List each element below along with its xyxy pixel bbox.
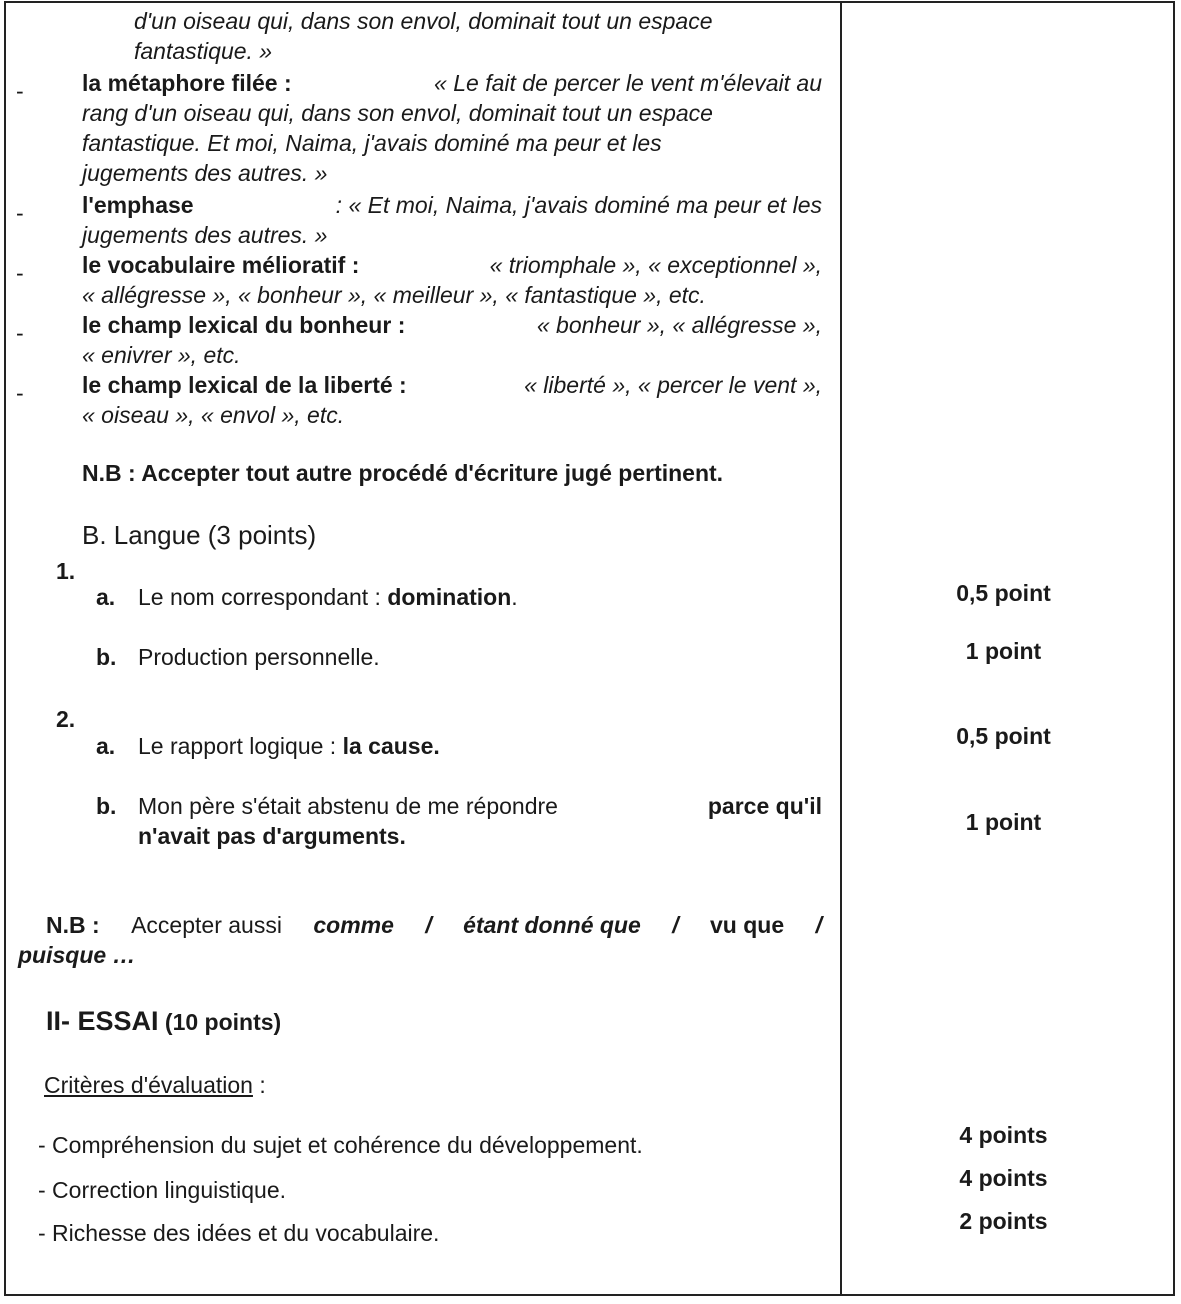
- procede-line: fantastique. Et moi, Naima, j'avais dominé ma peur et les: [82, 130, 662, 156]
- criterion-2: - Correction linguistique.: [38, 1177, 287, 1203]
- points-1a: 0,5 point: [956, 580, 1051, 606]
- procede-text: « Le fait de percer le vent m'élevait au: [434, 70, 822, 96]
- procede-metaphore-l2: [82, 98, 822, 128]
- procede-metaphore-l4: jugements des autres. »: [82, 160, 328, 186]
- criteria-colon: :: [252, 1072, 266, 1098]
- criterion-1-points: 4 points: [959, 1122, 1048, 1148]
- section-essai-title: [46, 1006, 281, 1037]
- question-2b: [138, 791, 822, 821]
- question-text: Mon père s'était abstenu de me répondre: [138, 793, 558, 819]
- procede-emphase: [82, 190, 822, 220]
- bullet-dash: -: [16, 200, 24, 226]
- procede-label: le champ lexical de la liberté :: [82, 372, 407, 398]
- bullet-dash: -: [16, 380, 24, 406]
- question-2a-letter: a.: [96, 733, 116, 759]
- intro-line-2: fantastique. »: [134, 38, 273, 64]
- procede-liberte: [82, 370, 822, 400]
- question-1b: Production personnelle.: [138, 644, 380, 670]
- nb-label: N.B :: [46, 912, 100, 938]
- criterion-1: - Compréhension du sujet et cohérence du développement.: [38, 1132, 643, 1158]
- nb-note-2: [46, 910, 822, 940]
- nb-text: Accepter aussi: [131, 912, 282, 938]
- punctuation: .: [511, 584, 518, 610]
- intro-line: [134, 6, 822, 36]
- procede-bonheur: [82, 310, 822, 340]
- criteria-heading: [44, 1070, 266, 1100]
- question-2b-answer-l2: n'avait pas d'arguments.: [138, 823, 406, 849]
- points-2a: 0,5 point: [956, 723, 1051, 749]
- criterion-3: - Richesse des idées et du vocabulaire.: [38, 1220, 440, 1246]
- procede-label: le champ lexical du bonheur :: [82, 312, 406, 338]
- criterion-2-points: 4 points: [959, 1165, 1048, 1191]
- procede-emphase-l2: jugements des autres. »: [82, 222, 328, 248]
- bullet-dash: -: [16, 260, 24, 286]
- nb-note-1: N.B : Accepter tout autre procédé d'écriture jugé pertinent.: [82, 460, 724, 486]
- nb-separator: /: [672, 912, 679, 938]
- procede-text: « liberté », « percer le vent »,: [524, 372, 822, 398]
- nb-option: vu que: [710, 912, 785, 938]
- procede-text: « triomphale », « exceptionnel »,: [489, 252, 822, 278]
- intro-line-1: d'un oiseau qui, dans son envol, dominait tout un espace: [134, 8, 713, 34]
- procede-label: l'emphase: [82, 192, 194, 218]
- essai-title: II- ESSAI: [46, 1006, 159, 1036]
- answer-text: domination: [387, 584, 512, 610]
- nb-separator: /: [815, 912, 822, 938]
- procede-metaphore-l3: [82, 128, 822, 158]
- bullet-dash: -: [16, 78, 24, 104]
- procede-vocabulaire-l2: « allégresse », « bonheur », « meilleur », « fantastique », etc.: [82, 282, 706, 308]
- question-text: Le rapport logique :: [138, 733, 343, 759]
- question-text: Le nom correspondant :: [138, 584, 388, 610]
- question-2-number: 2.: [56, 706, 76, 732]
- essai-points: (10 points): [164, 1009, 282, 1035]
- procede-text: : « Et moi, Naima, j'avais dominé ma peur et les: [335, 192, 822, 218]
- procede-label: la métaphore filée :: [82, 70, 292, 96]
- procede-bonheur-l2: « enivrer », etc.: [82, 342, 241, 368]
- procede-vocabulaire: [82, 250, 822, 280]
- nb-note-2-l2: puisque …: [18, 942, 136, 968]
- question-1-number: 1.: [56, 558, 76, 584]
- nb-option: étant donné que: [463, 912, 641, 938]
- procede-text: « bonheur », « allégresse »,: [536, 312, 822, 338]
- procede-line: rang d'un oiseau qui, dans son envol, dominait tout un espace: [82, 100, 713, 126]
- procede-metaphore: [82, 68, 822, 98]
- question-2b-letter: b.: [96, 793, 117, 819]
- question-2a: [138, 731, 440, 761]
- question-1a-letter: a.: [96, 584, 116, 610]
- criteria-title: Critères d'évaluation: [44, 1072, 253, 1098]
- procede-label: le vocabulaire mélioratif :: [82, 252, 360, 278]
- question-1b-letter: b.: [96, 644, 117, 670]
- bullet-dash: -: [16, 320, 24, 346]
- criterion-3-points: 2 points: [959, 1208, 1048, 1234]
- answer-text: la cause.: [342, 733, 440, 759]
- section-langue-title: B. Langue (3 points): [82, 520, 317, 550]
- answer-text: parce qu'il: [707, 793, 822, 819]
- points-2b: 1 point: [965, 809, 1042, 835]
- nb-option: comme: [313, 912, 394, 938]
- question-1a: [138, 582, 518, 612]
- points-1b: 1 point: [965, 638, 1042, 664]
- nb-separator: /: [425, 912, 432, 938]
- procede-liberte-l2: « oiseau », « envol », etc.: [82, 402, 345, 428]
